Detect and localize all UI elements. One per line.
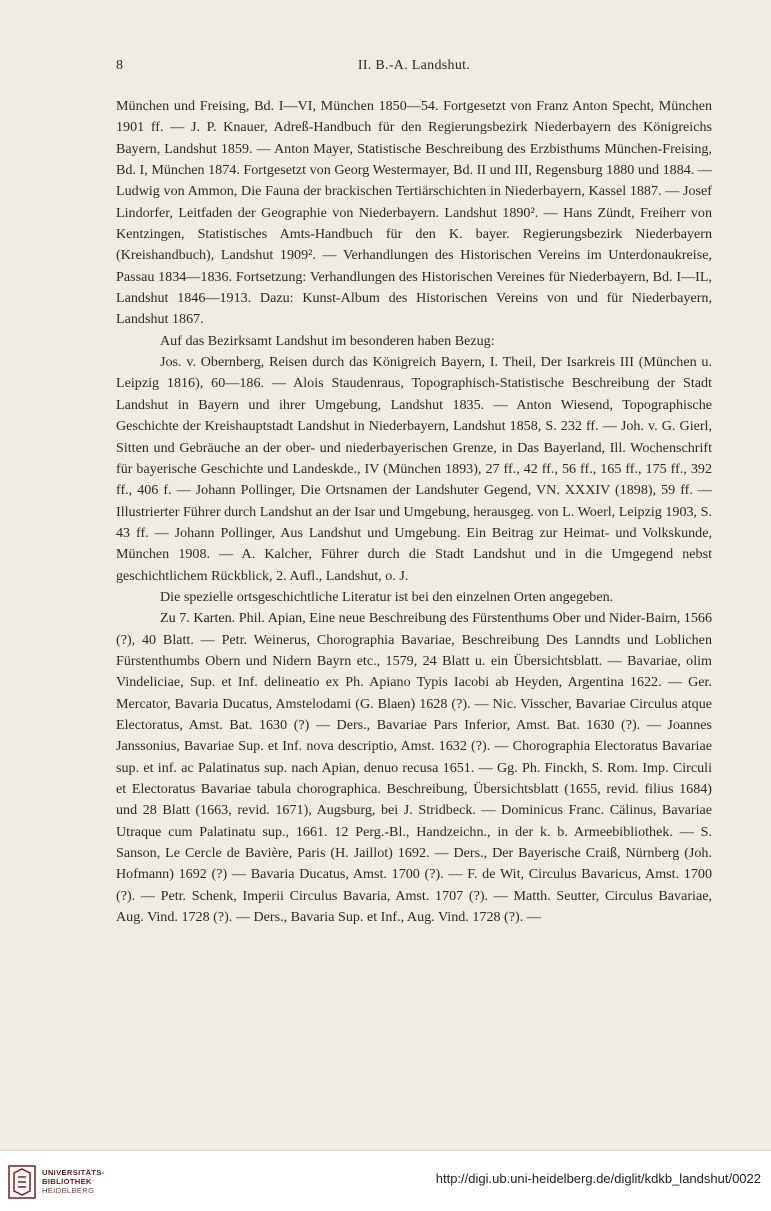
page-number: 8 [116,58,123,73]
paragraph: München und Freising, Bd. I—VI, München 1850—54. Fortgesetzt von Franz Anton Specht, München 1901 ff. — J. P. Knauer, Adreß-Handbuch für den Regierungsbezirk Niederbayern des Königreichs Bayern, Landshut 1859. — Anton Mayer, Statistische Beschreibung des Erzbisthums München-Freising, Bd. I, München 1874. Fortgesetzt von Georg Westermayer, Bd. II und III, Regensburg 1880 und 1884. — Ludwig von Ammon, Die Fauna der brackischen Tertiärschichten in Niederbayern, Kassel 1887. — Josef Lindorfer, Leitfaden der Geographie von Niederbayern. Landshut 1890². — Hans Zündt, Freiherr von Kentzingen, Statistisches Amts-Handbuch für den K. bayer. Regierungsbezirk Niederbayern (Kreishandbuch), Landshut 1909². — Verhandlungen des Historischen Vereins im Unterdonaukreise, Passau 1834—1836. Fortsetzung: Verhandlungen des Historischen Vereines für Niederbayern, Bd. I—IL, Landshut 1846—1913. Dazu: Kunst-Album des Historischen Vereins von und für Niederbayern, Landshut 1867. [116,98,712,328]
logo-line: HEIDELBERG [42,1186,95,1195]
paragraph: Auf das Bezirksamt Landshut im besonderen haben Bezug: [160,332,495,349]
paragraph: Jos. v. Obernberg, Reisen durch das Königreich Bayern, I. Theil, Der Isarkreis III (München u. Leipzig 1816), 60—186. — Alois Staudenraus, Topographisch-Statistische Beschreibung der Stadt Landshut in Bayern und ihrer Umgebung, Landshut 1835. — Anton Wiesend, Topographische Geschichte der Kreishauptstadt Landshut in Niederbayern, Landshut 1858, S. 232 ff. — Joh. v. G. Gierl, Sitten und Gebräuche an der ober- und niederbayerischen Grenze, in Das Bayerland, Ill. Wochenschrift für bayerische Geschichte und Landeskde., IV (München 1893), 27 ff., 42 ff., 56 ff., 165 ff., 175 ff., 392 ff., 406 f. — Johann Pollinger, Die Ortsnamen der Landshuter Gegend, VN. XXXIV (1898), 59 ff. — Illustrierter Führer durch Landshut an der Isar und Umgebung, herausgeg. von L. Woerl, Leipzig 1903, S. 43 ff. — Johann Pollinger, Aus Landshut und Umgebung. Ein Beitrag zur Heimat- und Volkskunde, München 1908. — A. Kalcher, Führer durch die Stadt Landshut und in die Umgegend nebst geschichtlichem Rückblick, 2. Aufl., Landshut, o. J. [116,354,712,584]
body-text [116,96,712,928]
library-name [42,1168,105,1195]
source-url-link[interactable]: http://digi.ub.uni-heidelberg.de/diglit/kdkb_landshut/0022 [435,1171,761,1186]
library-seal-icon [8,1165,36,1199]
paragraph: Die spezielle ortsgeschichtliche Literatur ist bei den einzelnen Orten angegeben. [160,588,614,605]
viewer-footer [0,1150,771,1211]
page-header [116,58,712,80]
logo-line: UNIVERSITÄTS- [42,1168,105,1177]
logo-line: BIBLIOTHEK [42,1177,92,1186]
paragraph: Zu 7. Karten. Phil. Apian, Eine neue Beschreibung des Fürstenthums Ober und Nider-Bairn, 1566 (?), 40 Blatt. — Petr. Weinerus, Chorographia Bavariae, Beschreibung Des Lanndts und Loblichen Fürstenthumbs Obern und Nidern Bayrn etc., 1579, 24 Blatt u. ein Übersichtsblatt. — Bavariae, olim Vindeliciae, Sup. et Inf. delineatio ex Ph. Apiano Typis Iacobi ab Heyden, Argentina 1622. — Ger. Mercator, Bavaria Ducatus, Amstelodami (G. Blaen) 1628 (?). — Nic. Visscher, Bavariae Circulus atque Electoratus, Amst. Bat. 1630 (?) — Ders., Bavariae Pars Inferior, Amst. Bat. 1630 (?). — Joannes Janssonius, Bavariae Sup. et Inf. nova descriptio, Amst. 1632 (?). — Chorographia Electoratus Bavariae sup. et inf. ac Palatinatus sup. nach Apian, denuo recusa 1651. — Gg. Ph. Finckh, S. Rom. Imp. Circuli et Electoratus Bavariae tabula chorographica. Beschreibung, Übersichtsblatt (1655, revid. filius 1684) und 28 Blatt (1663, revid. 1671), Augsburg, bei J. Stridbeck. — Dominicus Franc. Cälinus, Bavariae Utraque cum Palatinatu sup., 1661. 12 Perg.-Bl., Handzeichn., in der k. b. Armeebibliothek. — S. Sanson, Le Cercle de Bavière, Paris (H. Jaillot) 1692. — Ders., Der Bayerische Craiß, Nürnberg (Joh. Hofmann) 1692 (?) — Bavaria Ducatus, Amst. 1700 (?). — F. de Wit, Circulus Bavaricus, Amst. 1700 (?). — Petr. Schenk, Imperii Circulus Bavaria, Amst. 1707 (?). — Matth. Seutter, Circulus Bavariae, Aug. Vind. 1728 (?). — Ders., Bavaria Sup. et Inf., Aug. Vind. 1728 (?). — [116,610,712,926]
running-head: II. B.-A. Landshut. [357,58,471,73]
library-logo[interactable] [8,1163,138,1203]
